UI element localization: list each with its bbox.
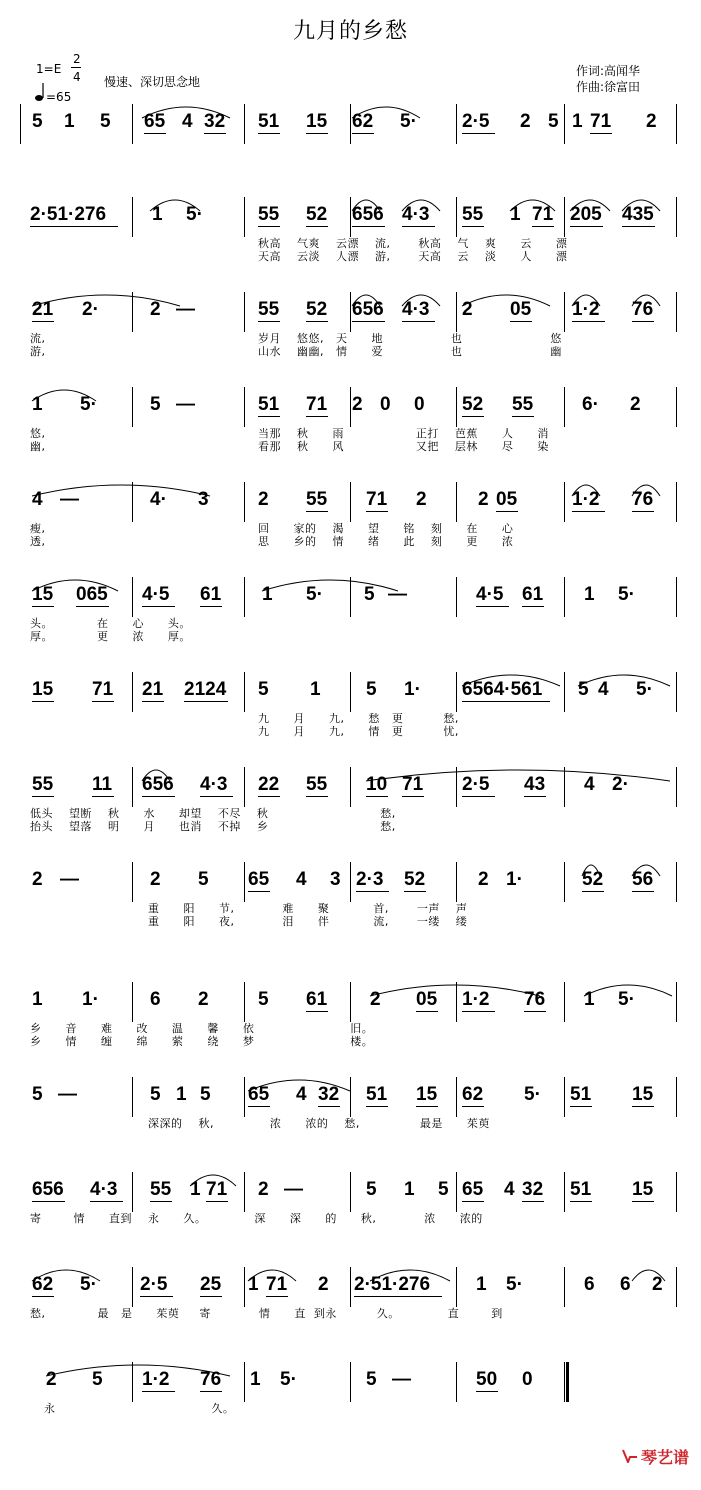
jianpu-note: 51 [570, 1179, 592, 1200]
jianpu-note: 15 [632, 1179, 654, 1200]
jianpu-note: 51 [366, 1084, 388, 1105]
jianpu-note: 2·51·276 [354, 1274, 431, 1295]
qinyipu-logo-icon [622, 1448, 638, 1467]
slur [46, 1365, 230, 1376]
lyric-line: 回 家的 渴 望 铭 刻 在 心 [258, 522, 514, 535]
slur [32, 295, 180, 306]
watermark-text: 琴艺谱 [640, 1448, 689, 1467]
beam-lines [0, 796, 701, 802]
jianpu-note: 0 [522, 1369, 533, 1390]
jianpu-note: 1 [176, 1084, 187, 1105]
jianpu-note: 6 [150, 989, 161, 1010]
jianpu-note: 6· [582, 394, 599, 415]
jianpu-note: 55 [150, 1179, 172, 1200]
jianpu-note: 52 [306, 299, 328, 320]
slur-marks [0, 852, 701, 882]
jianpu-note: 55 [32, 774, 54, 795]
time-signature-bottom: 4 [73, 70, 81, 84]
lyric-line: 抬头 望落 明 月 也消 不掉 乡 愁, [30, 820, 396, 833]
jianpu-note: 2 [630, 394, 641, 415]
slur [32, 580, 118, 591]
slur [32, 485, 210, 496]
lyric-line: 九 月 九, 愁 更 愁, [258, 712, 459, 725]
lyric-line: 深深的 秋, 浓 浓的 愁, 最是 茱萸 [148, 1117, 490, 1130]
jianpu-note: 15 [32, 584, 54, 605]
jianpu-note: 2·3 [356, 869, 384, 890]
jianpu-note: 5· [80, 394, 97, 415]
lyric-line: 愁, 最 是 茱萸 寄 情 直 到永 久。 直 到 [30, 1307, 503, 1320]
jianpu-note: 1· [82, 989, 99, 1010]
time-signature-line [71, 67, 81, 68]
jianpu-note: 5· [306, 584, 323, 605]
jianpu-note: 21 [142, 679, 164, 700]
lyric-line: 透, [30, 535, 46, 548]
jianpu-note: 56 [632, 869, 654, 890]
beam-lines [0, 1201, 701, 1207]
jianpu-note: 65 [462, 1179, 484, 1200]
jianpu-note: 55 [258, 204, 280, 225]
jianpu-note: 205 [570, 204, 602, 225]
beam-lines [0, 701, 701, 707]
beam-lines [0, 891, 701, 897]
jianpu-note: 1 [32, 394, 43, 415]
lyric-line: 秋高 气爽 云漂 流, 秋高 气 爽 云 漂 [258, 237, 568, 250]
jianpu-note: 4 [296, 869, 307, 890]
jianpu-note: 5 [150, 394, 161, 415]
jianpu-note: 32 [204, 111, 226, 132]
jianpu-note: 71 [266, 1274, 288, 1295]
jianpu-note: 5· [618, 989, 635, 1010]
jianpu-note: 5· [524, 1084, 541, 1105]
jianpu-note: 71 [402, 774, 424, 795]
lyric-line: 瘦, [30, 522, 46, 535]
slur [32, 1270, 100, 1281]
jianpu-note: 2 [520, 111, 531, 132]
jianpu-note: 2 [478, 489, 489, 510]
slur-marks [0, 1067, 701, 1097]
jianpu-note: 4·3 [402, 204, 430, 225]
jianpu-note: 1 [262, 584, 273, 605]
slur [462, 295, 550, 306]
jianpu-note: 2124 [184, 679, 227, 700]
slur [632, 485, 660, 496]
slur [632, 295, 660, 306]
lyric-line: 悠, [30, 427, 46, 440]
jianpu-note: 656 [352, 204, 384, 225]
jianpu-note: 1 [476, 1274, 487, 1295]
slur [248, 1080, 350, 1091]
jianpu-note: 71 [532, 204, 554, 225]
jianpu-note: 5 [150, 1084, 161, 1105]
jianpu-note: 4·3 [90, 1179, 118, 1200]
jianpu-note: 5 [92, 1369, 103, 1390]
jianpu-note: 4·5 [476, 584, 504, 605]
slur [352, 200, 380, 211]
lyric-line: 幽, [30, 440, 46, 453]
lyric-line: 天高 云淡 人漂 游, 天高 云 淡 人 漂 [258, 250, 568, 263]
jianpu-note: — [392, 1369, 411, 1390]
slur [402, 200, 440, 211]
jianpu-note: 2 [150, 869, 161, 890]
slur-marks [0, 94, 701, 124]
jianpu-note: 52 [462, 394, 484, 415]
jianpu-note: 10 [366, 774, 388, 795]
jianpu-note: 1 [584, 584, 595, 605]
lyric-line: 低头 望断 秋 水 却望 不尽 秋 愁, [30, 807, 396, 820]
jianpu-note: 2 [478, 869, 489, 890]
jianpu-note: 71 [590, 111, 612, 132]
jianpu-note: 55 [258, 299, 280, 320]
jianpu-note: 32 [318, 1084, 340, 1105]
jianpu-note: 2·51·276 [30, 204, 107, 225]
lyric-line: 岁月 悠悠, 天 地 也 悠 [258, 332, 562, 345]
lyric-line: 寄 情 直到 永 久。 深 深 的 秋, 浓 浓的 [30, 1212, 483, 1225]
jianpu-note: 4 [182, 111, 193, 132]
jianpu-note: 4 [32, 489, 43, 510]
slur [370, 985, 540, 996]
jianpu-note: 2 [258, 1179, 269, 1200]
jianpu-note: 5 [366, 1179, 377, 1200]
jianpu-note: 51 [258, 111, 280, 132]
slur [582, 865, 600, 876]
jianpu-note: 2 [652, 1274, 663, 1295]
slur [462, 675, 560, 686]
watermark [622, 1445, 689, 1468]
jianpu-note: 0 [414, 394, 425, 415]
jianpu-note: 15 [306, 111, 328, 132]
jianpu-note: 4·3 [200, 774, 228, 795]
key-signature: 1=E [36, 62, 62, 76]
jianpu-note: 65 [144, 111, 166, 132]
slur-marks [0, 1352, 701, 1382]
jianpu-note: 5 [548, 111, 559, 132]
jianpu-note: 76 [632, 489, 654, 510]
jianpu-note: 62 [462, 1084, 484, 1105]
beam-lines [0, 606, 701, 612]
slur-marks [0, 972, 701, 1002]
jianpu-note: 55 [512, 394, 534, 415]
jianpu-note: — [176, 394, 195, 415]
jianpu-note: 2 [370, 989, 381, 1010]
jianpu-note: 5 [200, 1084, 211, 1105]
lyric-line: 游, [30, 345, 46, 358]
jianpu-note: 65 [248, 869, 270, 890]
jianpu-note: 656 [142, 774, 174, 795]
jianpu-note: 4 [598, 679, 609, 700]
beam-lines [0, 1296, 701, 1302]
jianpu-note: 2· [612, 774, 629, 795]
jianpu-note: 55 [306, 774, 328, 795]
jianpu-note: 4 [584, 774, 595, 795]
expression-marking: 慢速、深切思念地 [104, 75, 201, 89]
beam-lines [0, 321, 701, 327]
jianpu-note: 435 [622, 204, 654, 225]
beam-lines [0, 1106, 701, 1112]
jianpu-note: 1·2 [142, 1369, 170, 1390]
composer-credit: 作曲:徐富田 [576, 80, 641, 94]
jianpu-note: 2 [416, 489, 427, 510]
jianpu-note: 6 [584, 1274, 595, 1295]
jianpu-note: — [60, 489, 79, 510]
lyric-line: 重 阳 夜, 泪 伴 流, 一缕 缕 [148, 915, 468, 928]
jianpu-note: 15 [416, 1084, 438, 1105]
jianpu-note: — [388, 584, 407, 605]
jianpu-note: 51 [570, 1084, 592, 1105]
slur [150, 200, 200, 211]
jianpu-note: 61 [522, 584, 544, 605]
jianpu-note: 2·5 [462, 774, 490, 795]
jianpu-note: 11 [92, 774, 113, 795]
jianpu-note: 62 [352, 111, 374, 132]
lyricist-credit: 作词:高闻华 [576, 64, 641, 78]
jianpu-note: 4 [296, 1084, 307, 1105]
slur-marks [0, 377, 701, 407]
jianpu-note: 5· [618, 584, 635, 605]
slur [402, 295, 440, 306]
jianpu-note: 71 [366, 489, 388, 510]
jianpu-note: 1 [404, 1179, 415, 1200]
beam-lines [0, 226, 701, 232]
jianpu-note: 1 [64, 111, 75, 132]
lyric-line: 当那 秋 雨 正打 芭蕉 人 消 [258, 427, 549, 440]
jianpu-note: 2 [462, 299, 473, 320]
slur [352, 295, 380, 306]
jianpu-note: 43 [524, 774, 546, 795]
jianpu-note: 1 [32, 989, 43, 1010]
slur [248, 1270, 296, 1281]
slur [578, 675, 670, 686]
slur-marks [0, 567, 701, 597]
slur [32, 390, 96, 401]
beam-lines [0, 133, 701, 139]
tempo-marking: =65 [46, 90, 72, 104]
beam-lines [0, 1391, 701, 1397]
jianpu-note: — [58, 1084, 77, 1105]
jianpu-note: 5 [32, 111, 43, 132]
jianpu-note: 065 [76, 584, 108, 605]
jianpu-note: 71 [306, 394, 328, 415]
jianpu-note: 76 [200, 1369, 222, 1390]
slur [572, 295, 600, 306]
slur [142, 107, 230, 118]
jianpu-note: 2 [150, 299, 161, 320]
lyric-line: 看那 秋 风 又把 层林 尽 染 [258, 440, 549, 453]
lyric-line: 九 月 九, 情 更 忧, [258, 725, 459, 738]
jianpu-note: 5 [100, 111, 111, 132]
jianpu-note: 55 [306, 489, 328, 510]
jianpu-note: 1 [584, 989, 595, 1010]
jianpu-note: 656 [352, 299, 384, 320]
jianpu-note: 6564·561 [462, 679, 543, 700]
slur-marks [0, 662, 701, 692]
jianpu-note: 1· [404, 679, 421, 700]
jianpu-note: 2 [32, 869, 43, 890]
jianpu-note: 1 [190, 1179, 201, 1200]
slur [262, 580, 398, 591]
jianpu-note: 61 [306, 989, 328, 1010]
jianpu-note: 52 [582, 869, 604, 890]
jianpu-note: 52 [404, 869, 426, 890]
slur-marks [0, 282, 701, 312]
jianpu-note: 2 [352, 394, 363, 415]
jianpu-note: 76 [524, 989, 546, 1010]
jianpu-note: 22 [258, 774, 280, 795]
jianpu-note: 5 [198, 869, 209, 890]
lyric-line: 思 乡的 情 绪 此 刻 更 浓 [258, 535, 514, 548]
lyric-line: 重 阳 节, 难 聚 首, 一声 声 [148, 902, 468, 915]
jianpu-note: 5 [438, 1179, 449, 1200]
lyric-line: 流, [30, 332, 46, 345]
slur-marks [0, 1162, 701, 1192]
jianpu-note: 656 [32, 1179, 64, 1200]
jianpu-note: 6 [620, 1274, 631, 1295]
jianpu-note: 2· [82, 299, 99, 320]
slur [632, 1270, 665, 1281]
jianpu-note: 5 [258, 679, 269, 700]
slur [366, 770, 670, 781]
slur [142, 770, 170, 781]
jianpu-note: 4· [150, 489, 167, 510]
jianpu-note: 05 [510, 299, 532, 320]
slur [632, 865, 660, 876]
score-title: 九月的乡愁 [292, 19, 408, 44]
jianpu-note: 25 [200, 1274, 222, 1295]
jianpu-note: 2 [46, 1369, 57, 1390]
time-signature-top: 2 [73, 52, 81, 66]
jianpu-note: 2·5 [462, 111, 490, 132]
slur [190, 1175, 236, 1186]
jianpu-note: 1 [510, 204, 521, 225]
slur-marks [0, 757, 701, 787]
jianpu-note: 1 [250, 1369, 261, 1390]
jianpu-note: 5· [80, 1274, 97, 1295]
jianpu-note: 2·5 [140, 1274, 168, 1295]
jianpu-note: 5 [258, 989, 269, 1010]
jianpu-note: 55 [462, 204, 484, 225]
slur-marks [0, 1257, 701, 1287]
jianpu-note: 62 [32, 1274, 54, 1295]
jianpu-note: — [60, 869, 79, 890]
jianpu-note: — [176, 299, 195, 320]
jianpu-note: 1 [152, 204, 163, 225]
jianpu-note: 51 [258, 394, 280, 415]
jianpu-note: 1·2 [462, 989, 490, 1010]
jianpu-note: 2 [318, 1274, 329, 1295]
jianpu-note: 5· [636, 679, 653, 700]
jianpu-note: 2 [258, 489, 269, 510]
jianpu-note: 5 [32, 1084, 43, 1105]
jianpu-note: 32 [522, 1179, 544, 1200]
lyric-line: 永 久。 [44, 1402, 235, 1415]
lyric-line: 山水 幽幽, 情 爱 也 幽 [258, 345, 562, 358]
slur [572, 485, 600, 496]
beam-lines [0, 511, 701, 517]
lyric-line: 厚。 更 浓 厚。 [30, 630, 191, 643]
beam-lines [0, 1011, 701, 1017]
jianpu-note: 1·2 [572, 489, 600, 510]
lyric-line: 头。 在 心 头。 [30, 617, 191, 630]
jianpu-note: 50 [476, 1369, 498, 1390]
jianpu-note: 4 [504, 1179, 515, 1200]
slur [510, 200, 555, 211]
jianpu-note: 1 [248, 1274, 259, 1295]
jianpu-note: 61 [200, 584, 222, 605]
jianpu-note: 1· [506, 869, 523, 890]
jianpu-note: 5· [280, 1369, 297, 1390]
jianpu-note: 3 [330, 869, 341, 890]
jianpu-note: 71 [92, 679, 114, 700]
jianpu-note: — [284, 1179, 303, 1200]
jianpu-note: 4·5 [142, 584, 170, 605]
jianpu-note: 5 [366, 679, 377, 700]
jianpu-note: 3 [198, 489, 209, 510]
jianpu-note: 1·2 [572, 299, 600, 320]
jianpu-note: 05 [496, 489, 518, 510]
jianpu-note: 4·3 [402, 299, 430, 320]
jianpu-note: 15 [32, 679, 54, 700]
beam-lines [0, 416, 701, 422]
slur [352, 107, 420, 118]
slur [622, 200, 660, 211]
jianpu-note: 5 [364, 584, 375, 605]
slur-marks [0, 472, 701, 502]
jianpu-note: 5 [366, 1369, 377, 1390]
jianpu-note: 2 [646, 111, 657, 132]
jianpu-note: 21 [32, 299, 54, 320]
slur [584, 985, 672, 996]
jianpu-note: 0 [380, 394, 391, 415]
lyric-line: 乡 音 难 改 温 馨 依 旧。 [30, 1022, 374, 1035]
jianpu-note: 15 [632, 1084, 654, 1105]
jianpu-note: 1 [572, 111, 583, 132]
jianpu-note: 5· [400, 111, 417, 132]
slur-marks [0, 187, 701, 217]
jianpu-note: 71 [206, 1179, 228, 1200]
jianpu-note: 5 [578, 679, 589, 700]
jianpu-note: 05 [416, 989, 438, 1010]
jianpu-note: 5· [506, 1274, 523, 1295]
slur [570, 200, 610, 211]
jianpu-note: 65 [248, 1084, 270, 1105]
jianpu-note: 76 [632, 299, 654, 320]
slur [370, 1270, 450, 1281]
jianpu-note: 1 [310, 679, 321, 700]
jianpu-note: 2 [198, 989, 209, 1010]
lyric-line: 乡 情 缠 绵 萦 绕 梦 楼。 [30, 1035, 374, 1048]
jianpu-note: 5· [186, 204, 203, 225]
jianpu-note: 52 [306, 204, 328, 225]
